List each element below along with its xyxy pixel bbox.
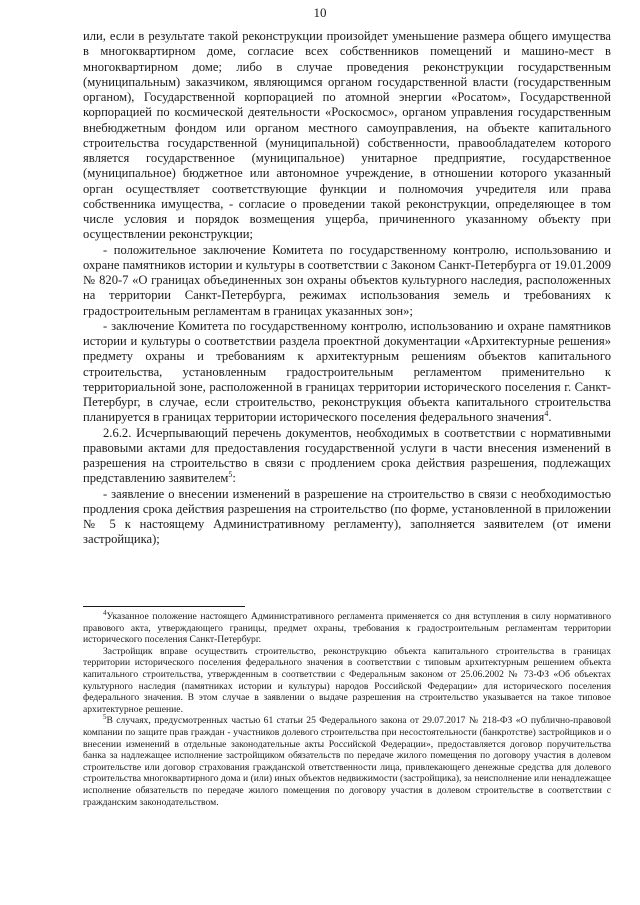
footnotes	[83, 608, 611, 808]
footnote-4-continued	[83, 646, 611, 716]
paragraph-text: - заявление о внесении изменений в разрешение на строительство в связи с необходимостью продления срока действия разрешения на строительство (по форме, установленной в приложении № 5 к настоящему Административному регламенту), заполняется заявителем (от имени застройщика);	[83, 486, 611, 547]
paragraph-committee-conclusion	[83, 243, 611, 319]
paragraph-text: 2.6.2. Исчерпывающий перечень документов, необходимых в соответствии с нормативными правовыми актами для предоставления государственной услуги в части внесения изменений в разрешения на строительство в связи с продлением срока действия разрешения, подлежащих представлению заявителем	[83, 425, 611, 486]
paragraph-tail: :	[232, 471, 236, 486]
paragraph-tail: .	[548, 410, 552, 425]
footnote-marker: 5	[103, 713, 107, 722]
paragraph-architectural-conclusion	[83, 319, 611, 426]
footnote-ref-4: 4	[544, 409, 549, 419]
footnote-marker: 4	[103, 608, 107, 617]
footnote-5	[83, 715, 611, 808]
paragraph-text: - положительное заключение Комитета по государственному контролю, использованию и охране памятников истории и культуры в соответствии с Законом Санкт-Петербурга от 19.01.2009 № 820-7 «О границах объединенных зон охраны объектов культурного наследия, расположенных на территории Санкт-Петербурга, режимах использования земель и требованиях к градостроительным регламентам в границах указанных зон»;	[83, 242, 611, 318]
footnote-text: Указанное положение настоящего Административного регламента применяется со дня вступления в силу нормативного правового акта, утверждающего границы, предмет охраны, требования к градостроительным регламентам территории исторического поселения Санкт-Петербург.	[83, 611, 611, 646]
paragraph-2-6-2	[83, 426, 611, 487]
paragraph-text: или, если в результате такой реконструкции произойдет уменьшение размера общего имущества в многоквартирном доме, согласие всех собственников помещений и машино-мест в многоквартирном доме; либо в случае проведения реконструкции государственным (муниципальным) заказчиком, являющимся органом государственной власти (государственным органом), Государственной корпорацией по атомной энергии «Росатом», Государственной корпорацией по космической деятельности «Роскосмос», органом управления государственным внебюджетным фондом или органом местного самоуправления, на объекте капитального строительства государственной (муниципальной) собственности, правообладателем которого является государственное (муниципальное) унитарное предприятие, государственное (муниципальное) бюджетное или автономное учреждение, в отношении которого указанный орган осуществляет соответствующие функции и полномочия учредителя или права собственника имущества, - согласие о проведении такой реконструкции, определяющее в том числе условия и порядок возмещения ущерба, причиненного указанному объекту при осуществлении реконструкции;	[83, 29, 611, 242]
paragraph-continuation	[83, 29, 611, 243]
main-text	[83, 29, 611, 548]
footnote-ref-5: 5	[228, 470, 233, 480]
footnote-separator	[83, 606, 245, 607]
paragraph-application	[83, 487, 611, 548]
page-number: 10	[313, 5, 327, 20]
paragraph-text: - заключение Комитета по государственному контролю, использованию и охране памятников истории и культуры о соответствии раздела проектной документации «Архитектурные решения» предмету охраны и требованиям к архитектурным решениям объектов капитального строительства, установленным градостроительным регламентом применительно к территориальной зоне, расположенной в границах территории исторического поселения г. Санкт-Петербург, в случае, если строительство, реконструкция объекта капитального строительства планируется в границах территории исторического поселения федерального значения	[83, 318, 611, 425]
footnote-text: В случаях, предусмотренных частью 61 статьи 25 Федерального закона от 29.07.2017 № 218-ФЗ «О публично-правовой компании по защите прав граждан - участников долевого строительства при несостоятельности (банкротстве) застройщиков и о внесении изменений в отдельные законодательные акты Российской Федерации», предоставляется договор поручительства банка за надлежащее исполнение застройщиком обязательств по передаче жилого помещения по договору участия в долевом строительстве или договор страхования гражданской ответственности лица, привлекающего денежные средства для долевого строительства многоквартирного дома и (или) иных объектов недвижимости (застройщика), за неисполнение или ненадлежащее исполнение обязательств по передаче жилого помещения по договору участия в долевом строительстве в соответствии с гражданским законодательством.	[83, 715, 611, 808]
footnote-4	[83, 608, 611, 646]
footnote-text: Застройщик вправе осуществить строительство, реконструкцию объекта капитального строительства в границах территории исторического поселения федерального значения в соответствии с типовым архитектурным решением объекта капитального строительства, утвержденным в соответствии с Федеральным законом от 25.06.2002 № 73-ФЗ «Об объектах культурного наследия (памятниках истории и культуры) народов Российской Федерации» для исторического поселения федерального значения. В этом случае в заявлении о выдаче разрешения на строительство указывается на такое типовое архитектурное решение.	[83, 645, 611, 715]
